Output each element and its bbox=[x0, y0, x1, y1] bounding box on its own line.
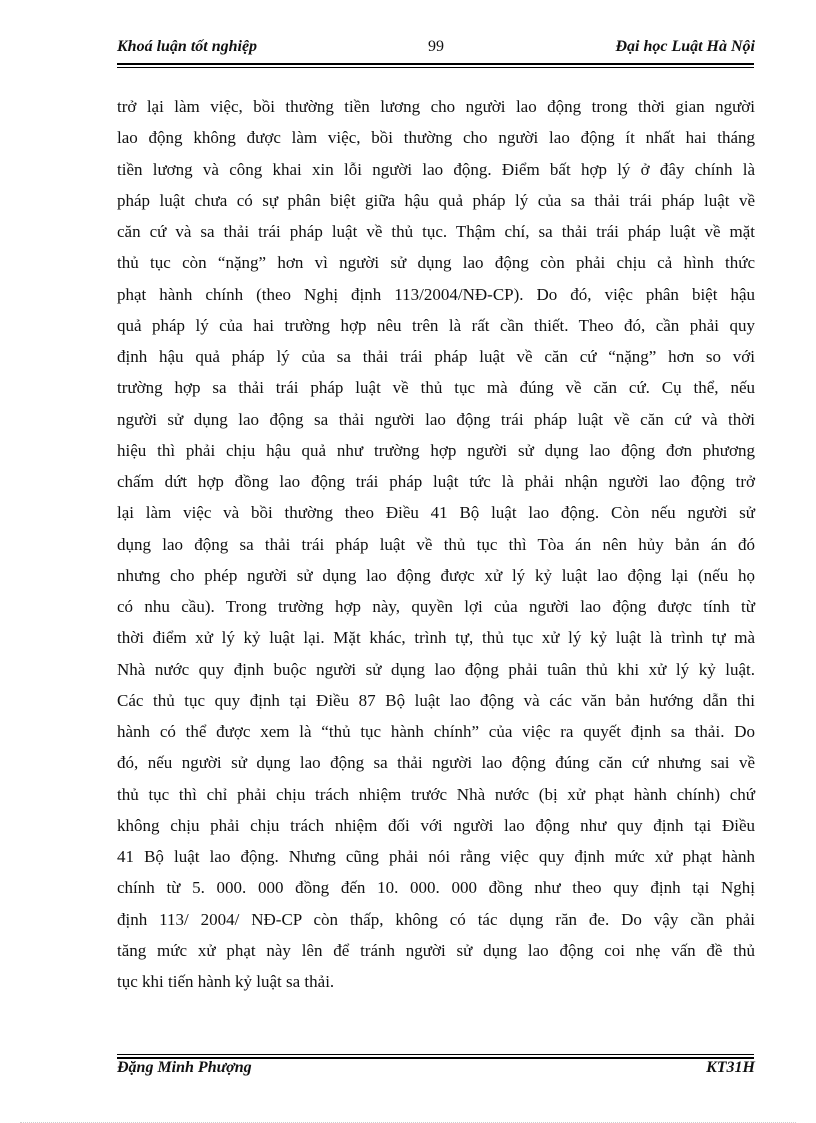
body-line: trở lại làm việc, bồi thường tiền lương cho người lao động trong thời gian người bbox=[117, 97, 755, 116]
header-rule-thin bbox=[117, 67, 754, 68]
body-line: lao động không được làm việc, bồi thường cho người lao động ít nhất hai tháng bbox=[117, 128, 755, 148]
body-line: căn cứ và sa thải trái pháp luật về thủ tục. Thậm chí, sa thải trái pháp luật về mặt bbox=[117, 222, 755, 241]
body-line: chấm dứt hợp đồng lao động trái pháp luật tức là phải nhận người lao động trở bbox=[117, 472, 755, 491]
body-line: tục khi tiến hành kỷ luật sa thải. bbox=[117, 972, 335, 991]
body-paragraph bbox=[117, 91, 755, 997]
body-line: pháp luật chưa có sự phân biệt giữa hậu quả pháp lý của sa thải trái pháp luật về bbox=[117, 190, 755, 210]
body-line: định hậu quả pháp lý của sa thải trái pháp luật về căn cứ “nặng” hơn so với bbox=[117, 347, 755, 366]
body-line: chính từ 5. 000. 000 đồng đến 10. 000. 000 đồng như theo quy định tại Nghị bbox=[117, 878, 755, 898]
body-line: thủ tục còn “nặng” hơn vì người sử dụng lao động còn phải chịu cả hình thức bbox=[117, 253, 755, 273]
page-number: 99 bbox=[428, 38, 444, 55]
body-line: trường hợp sa thải trái pháp luật về thủ tục mà đúng về căn cứ. Cụ thể, nếu bbox=[117, 378, 755, 398]
body-line: thời điểm xử lý kỷ luật lại. Mặt khác, trình tự, thủ tục xử lý kỷ luật là trình tự mà bbox=[117, 628, 755, 648]
body-line: nhưng cho phép người sử dụng lao động được xử lý kỷ luật lao động lại (nếu họ bbox=[117, 565, 755, 585]
body-line: hành có thể được xem là “thủ tục hành chính” của việc ra quyết định sa thải. Do bbox=[117, 722, 755, 741]
body-line: thủ tục thì chỉ phải chịu trách nhiệm trước Nhà nước (bị xử phạt hành chính) chứ bbox=[117, 784, 755, 804]
body-line: tiền lương và công khai xin lỗi người lao động. Điểm bất hợp lý ở đây chính là bbox=[117, 159, 755, 179]
body-line: người sử dụng lao động sa thải người lao động trái pháp luật về căn cứ và thời bbox=[117, 409, 755, 429]
body-line: tăng mức xử phạt này lên để tránh người sử dụng lao động coi nhẹ vấn đề thủ bbox=[117, 940, 755, 960]
body-line: hiệu thì phải chịu hậu quả như trường hợp người sử dụng lao động đơn phương bbox=[117, 440, 755, 460]
body-line: dụng lao động sa thải trái pháp luật về thủ tục thì Tòa án nên hủy bản án đó bbox=[117, 534, 755, 554]
body-line: quả pháp lý của hai trường hợp nêu trên là rất cần thiết. Theo đó, cần phải quy bbox=[117, 315, 755, 335]
footer-class-code: KT31H bbox=[706, 1059, 755, 1076]
footer-rule-thin bbox=[117, 1054, 754, 1055]
body-line: lại làm việc và bồi thường theo Điều 41 Bộ luật lao động. Còn nếu người sử bbox=[117, 503, 755, 523]
body-line: phạt hành chính (theo Nghị định 113/2004/NĐ-CP). Do đó, việc phân biệt hậu bbox=[117, 284, 755, 304]
footer-author: Đặng Minh Phượng bbox=[117, 1059, 252, 1076]
body-line: có nhu cầu). Trong trường hợp này, quyền lợi của người lao động được tính từ bbox=[117, 597, 755, 616]
body-line: 41 Bộ luật lao động. Nhưng cũng phải nói rằng việc quy định mức xử phạt hành bbox=[117, 847, 755, 866]
header-university: Đại học Luật Hà Nội bbox=[615, 38, 755, 55]
page-footer bbox=[117, 1059, 755, 1083]
body-line: định 113/ 2004/ NĐ-CP còn thấp, không có tác dụng răn đe. Do vậy cần phải bbox=[117, 909, 755, 929]
header-rule-thick bbox=[117, 63, 754, 65]
body-line: không chịu phải chịu trách nhiệm đối với người lao động như quy định tại Điều bbox=[117, 815, 755, 835]
body-line: Các thủ tục quy định tại Điều 87 Bộ luật lao động và các văn bản hướng dẫn thi bbox=[117, 690, 755, 710]
body-line: Nhà nước quy định buộc người sử dụng lao động phải tuân thủ khi xử lý kỷ luật. bbox=[117, 659, 755, 679]
body-line: đó, nếu người sử dụng lao động sa thải người lao động đúng căn cứ nhưng sai về bbox=[117, 753, 755, 773]
header-thesis-label: Khoá luận tốt nghiệp bbox=[117, 38, 258, 55]
page-header bbox=[117, 38, 755, 62]
